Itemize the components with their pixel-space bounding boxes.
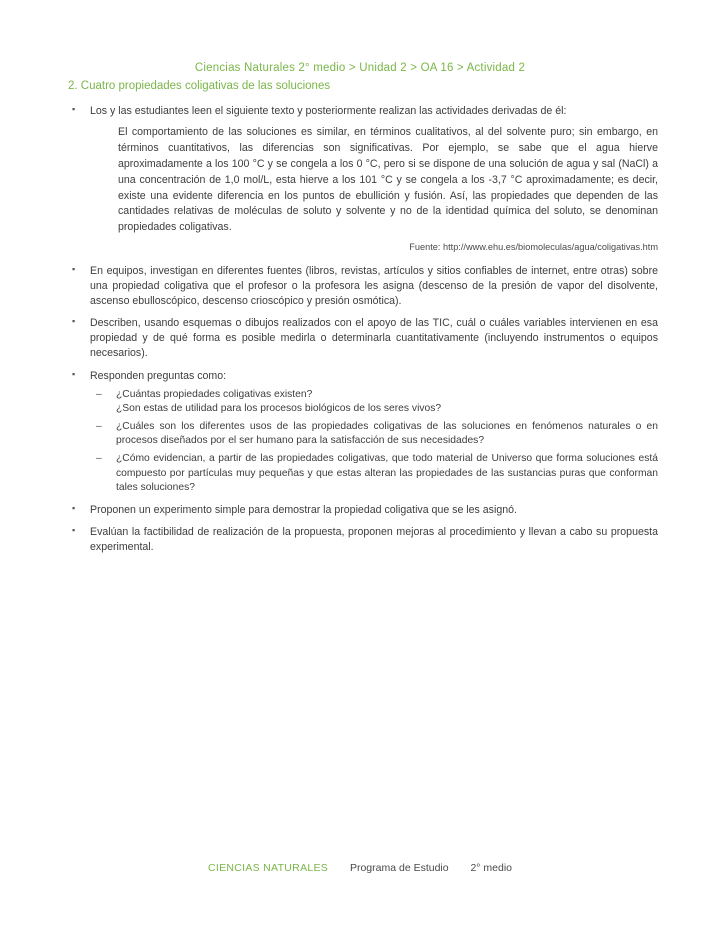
quote-block: El comportamiento de las soluciones es similar, en términos cualitativos, al del solvente puro; sin embargo, en términos cuantitativos, las diferencias son significativas. Por ejemplo, se sabe que el agua hierve aproximadamente a los 100 °C y se congela a los 0 °C, pero si se dispone de una solución de agua y sal (NaCl) a una concentración de 1,0 mol/L, esta hierve a los 101 °C y se congela a los -3,7 °C aproximadamente; es decir, existe una evidente diferencia en los puntos de ebullición y fusión. Así, las propiedades que dependen de las cantidades relativas de moléculas de soluto y solvente y no de la identidad química del soluto, se denominan propiedades coligativas. xyxy=(118,126,658,234)
page-footer xyxy=(0,862,720,874)
quote-source: Fuente: http://www.ehu.es/biomoleculas/agua/coligativas.htm xyxy=(409,242,658,253)
list-item-text: Los y las estudiantes leen el siguiente texto y posteriormente realizan las actividades derivadas de él: xyxy=(90,105,567,117)
footer-brand: CIENCIAS NATURALES xyxy=(207,862,329,874)
list-item-text: Proponen un experimento simple para demostrar la propiedad coligativa que se les asignó. xyxy=(90,503,517,516)
list-item xyxy=(62,525,658,555)
question-line: – ¿Cuántas propiedades coligativas existen? xyxy=(116,388,313,400)
question-line: – ¿Cuáles son los diferentes usos de las propiedades coligativas de las soluciones en fenómenos naturales o en procesos diseñados por el ser humano para la satisfacción de sus necesidades? xyxy=(116,420,658,447)
list-item xyxy=(62,104,658,254)
footer-level: 2° medio xyxy=(470,862,513,874)
list-item-text: En equipos, investigan en diferentes fuentes (libros, revistas, artículos y sitios confiables de internet, entre otras) sobre una propiedad coligativa que el profesor o la profesora les asigna (descenso de la presión de vapor del disolvente, ascenso ebulloscópico, descenso crioscópico y presión osmótica). xyxy=(90,265,658,308)
list-item-text: Evalúan la factibilidad de realización de la propuesta, proponen mejoras al procedimiento y llevan a cabo su propuesta experimental. xyxy=(90,525,658,553)
list-item xyxy=(90,388,658,417)
questions-list xyxy=(90,388,658,496)
list-item-text: Responden preguntas como: xyxy=(90,369,227,382)
question-line: ¿Son estas de utilidad para los procesos biológicos de los seres vivos? xyxy=(116,403,442,415)
activity-list xyxy=(62,104,658,555)
list-item xyxy=(62,503,658,518)
list-item xyxy=(90,452,658,496)
list-item xyxy=(62,369,658,496)
list-item xyxy=(62,316,658,361)
page-title: 2. Cuatro propiedades coligativas de las soluciones xyxy=(68,80,331,92)
list-item-text: Describen, usando esquemas o dibujos realizados con el apoyo de las TIC, cuál o cuáles variables intervienen en esa propiedad y de qué forma es posible medirla o determinarla cuantitativamente (incluyendo instrumentos o equipos necesarios). xyxy=(90,317,658,360)
question-line: – ¿Cómo evidencian, a partir de las propiedades coligativas, que todo material de Universo que forma soluciones está compuesto por partículas muy pequeñas y que estas alteran las propiedades de las sustancias puras que conforman tales soluciones? xyxy=(116,452,658,494)
breadcrumb: Ciencias Naturales 2° medio > Unidad 2 > OA 16 > Actividad 2 xyxy=(194,62,526,74)
footer-program: Programa de Estudio xyxy=(349,862,449,874)
list-item xyxy=(90,420,658,449)
list-item xyxy=(62,264,658,309)
